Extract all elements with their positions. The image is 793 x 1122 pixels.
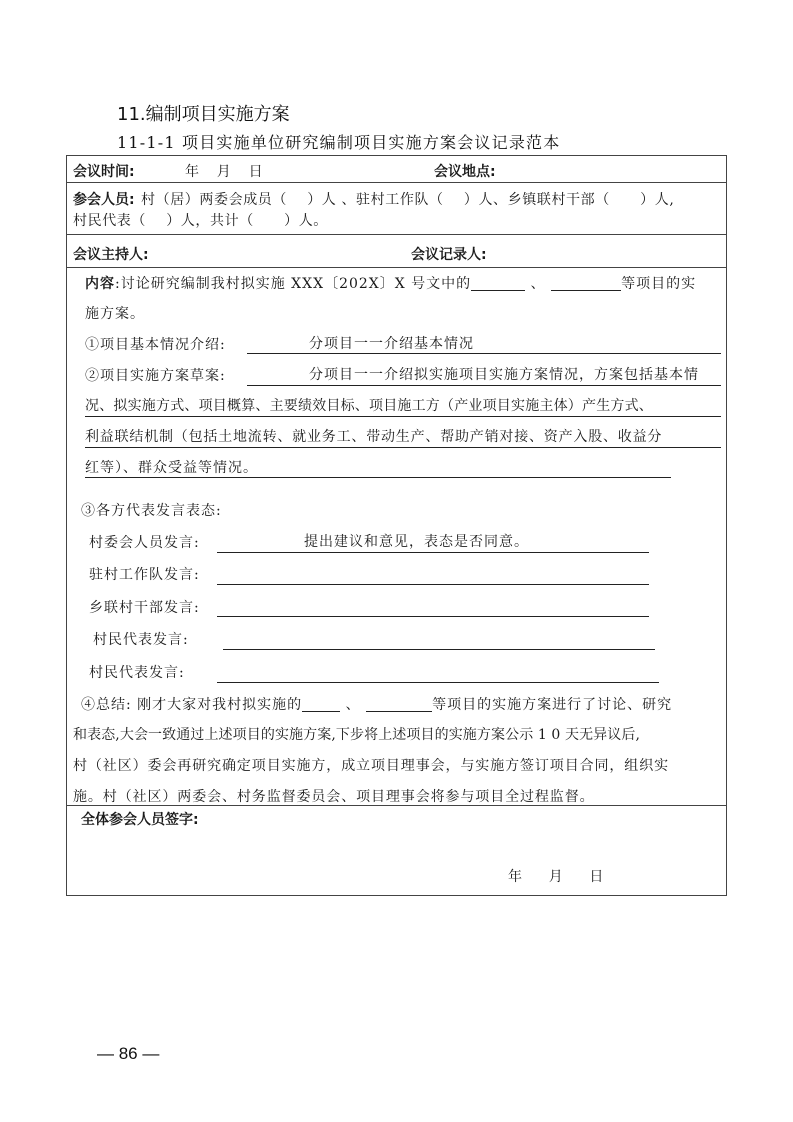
attendees-line-2[interactable]: 村民代表（ ）人，共计（ ）人。 [73,213,328,229]
row-time-place [67,156,726,183]
row-signatures [67,806,726,896]
summary-prefix: ④总结: 刚才大家对我村拟实施的 [81,697,303,713]
signature-area[interactable] [81,830,711,866]
item2-underline-3 [85,447,721,448]
row-content [67,268,726,806]
speech-underline-village-committee [217,552,649,553]
page-number: — 86 — [97,1044,160,1063]
content-intro-suffix: 等项目的实 [621,276,697,292]
speech-field-work-team[interactable] [217,584,649,585]
summary-line-4: 施。村（社区）两委会、村务监督委员会、项目理事会将参与项目全过程监督。 [73,789,595,805]
speech-field-township-cadre[interactable] [217,616,649,617]
item2-line-2[interactable]: 况、拟实施方式、项目概算、主要绩效目标、项目施工方（产业项目实施主体）产生方式、 [85,398,653,414]
signature-date[interactable]: 年 月 日 [508,869,604,885]
item2-label: ②项目实施方案草案: [85,368,226,384]
summary-blank-2[interactable] [366,696,432,712]
item3-label: ③各方代表发言表态: [81,503,222,519]
item2-underline-4 [85,477,671,478]
sub-title: 11-1-1 项目实施单位研究编制项目实施方案会议记录范本 [117,133,561,152]
meeting-time-value[interactable]: 年 月 日 [185,164,263,180]
section-title: 11.编制项目实施方案 [117,104,290,125]
intro-separator: 、 [525,276,552,292]
item1-underline [247,353,721,354]
speech-label-work-team: 驻村工作队发言: [89,567,200,583]
attendees-label: 参会人员: [73,192,135,208]
summary-suffix: 等项目的实施方案进行了讨论、研究 [432,697,673,713]
recorder-label: 会议记录人: [411,247,487,263]
summary-line-3: 村（社区）委会再研究确定项目实施方，成立项目理事会，与实施方签订项目合同，组织实 [73,758,669,774]
speech-label-township-cadre: 乡联村干部发言: [89,600,200,616]
item1-value[interactable]: 分项目一一介绍基本情况 [309,336,474,352]
project-blank-1[interactable] [471,275,525,291]
meeting-place-label: 会议地点: [434,164,496,180]
speech-field-villager-rep-2[interactable] [217,682,659,683]
meeting-place-field[interactable] [512,160,712,178]
content-label: 内容 [85,276,115,292]
summary-blank-1[interactable] [302,696,340,712]
recorder-field[interactable] [507,241,717,261]
speech-label-villager-rep-1: 村民代表发言: [93,632,189,648]
item2-underline-1 [247,385,721,386]
project-blank-2[interactable] [551,275,621,291]
meeting-record-form [66,155,727,896]
summary-line-1 [81,696,672,712]
summary-line-2: 和表态,大会一致通过上述项目的实施方案,下步将上述项目的实施方案公示 1 0 天无异议后, [73,727,641,743]
attendees-line-1[interactable]: 村（居）两委会成员（ ）人 、驻村工作队（ ）人、乡镇联村干部（ ）人, [141,192,675,208]
signature-label: 全体参会人员签字: [81,812,199,828]
host-label: 会议主持人: [73,247,149,263]
speech-label-village-committee: 村委会人员发言: [89,535,200,551]
content-intro-line-2: 施方案。 [85,306,145,322]
item2-line-4[interactable]: 红等）、群众受益等情况。 [85,460,258,476]
meeting-time-label: 会议时间: [73,164,135,180]
item2-underline-2 [85,416,721,417]
host-field[interactable] [167,241,387,261]
content-intro [85,275,696,291]
item2-line-3[interactable]: 利益联结机制（包括土地流转、就业务工、带动生产、帮助产销对接、资产入股、收益分 [85,429,663,445]
content-intro-text: :讨论研究编制我村拟实施 XXX〔202X〕X 号文中的 [115,276,472,292]
speech-value-village-committee[interactable]: 提出建议和意见，表态是否同意。 [304,534,529,550]
summary-separator: 、 [340,697,367,713]
row-host-recorder [67,235,726,268]
speech-field-villager-rep-1[interactable] [223,649,655,650]
speech-label-villager-rep-2: 村民代表发言: [89,665,185,681]
row-attendees [67,183,726,235]
item1-label: ①项目基本情况介绍: [85,337,226,353]
item2-line-1[interactable]: 分项目一一介绍拟实施项目实施方案情况，方案包括基本情 [309,367,699,383]
